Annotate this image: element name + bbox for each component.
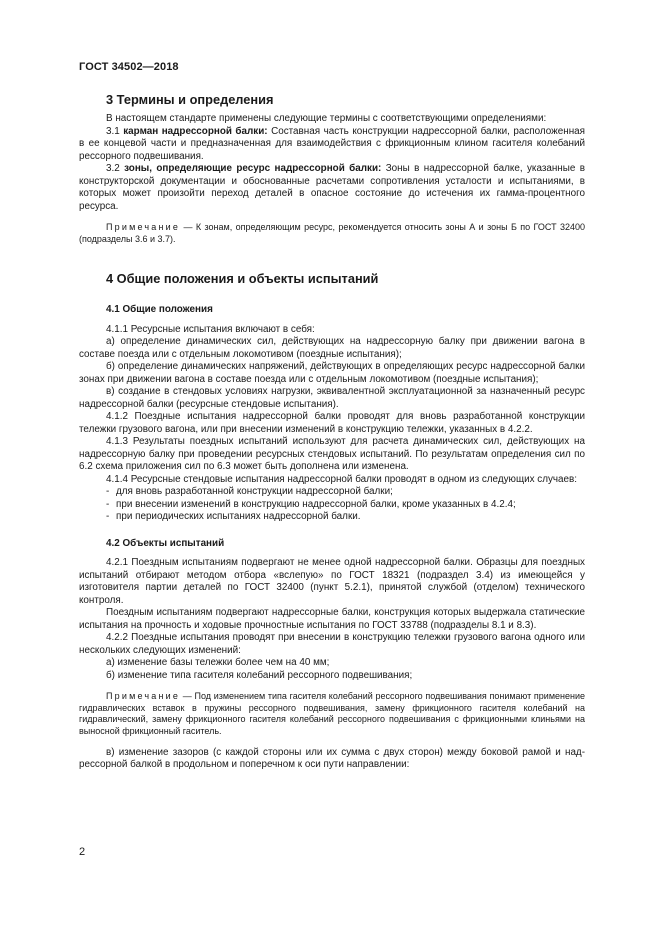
note-section-3 — [79, 222, 585, 245]
para-4-1-1-c: в) создание в стендовых условиях нагрузки, эквивалентной эксплуатационной за назначенный ресурс надрессорной балки (ресурсные стендовые испытания). — [79, 386, 585, 410]
para-4-1-4: 4.1.4 Ресурсные стендовые испытания надрессорной балки проводят в одном из следующих случаев: — [106, 473, 578, 485]
document-body — [79, 92, 585, 772]
list-dash: - — [106, 498, 110, 510]
para-4-1-2: 4.1.2 Поездные испытания надрессорной балки проводят для вновь разработанной конструкции тележки грузового вагона, или при внесении изменений в конструкцию тележки, указанных в 4.2.2. — [79, 411, 585, 435]
section-3-intro: В настоящем стандарте применены следующие термины с соответствующими определениями: — [106, 113, 547, 124]
para-4-2-2-a: а) изменение базы тележки более чем на 40 мм; — [106, 657, 330, 669]
para-4-2-1-b: Поездным испытаниям подвергают надрессорные балки, конструкция которых выдержала статические испытания на прочность и ходовые прочностные испытания по ГОСТ 33788 (подразделы 8.1 и 8.3). — [79, 607, 585, 631]
term-3-1-term: карман надрессорной балки: — [123, 125, 268, 137]
para-4-1-3: 4.1.3 Результаты поездных испытаний используют для расчета динамических сил, действующих на надрессорную балку при проведении ресурсных стендовых испытаний. По результатам определения сил по 6.2 схема приложения сил по 6.3 может быть дополнена или изменена. — [79, 436, 585, 473]
page-number: 2 — [79, 846, 86, 858]
note-label: Примечание — [106, 691, 181, 702]
note-text: — К зонам, определяющим ресурс, рекомендуется относить зоны А и зоны Б по ГОСТ 32400 (подразделы 3.6 и 3.7). — [79, 222, 585, 244]
note-text: — Под изменением типа гасителя колебаний рессорного подвешивания понимают применение гидравлических вставок в пружины рессорного подвешивания, замену фрикционного гасителя колебаний на гидравлический, замену фрикционного гасителя колебаний рессорного подвешивания с фрикционными клиньями на выносной фрикционный гаситель. — [79, 691, 585, 736]
note-section-4-2-2 — [79, 691, 585, 737]
para-4-2-2-c: в) изменение зазоров (с каждой стороны или их сумма с двух сторон) между боковой рамой и надрессорной балкой в продольном и поперечном к оси пути направлении: — [79, 746, 585, 771]
term-3-2-definition: Зоны в надрессорной балке, указанные в конструкторской документации и обоснованные расчетами сопротивления усталости и испытаниями, в которых может произойти переход деталей в опасное состояние до истечения их гамма-процентного ресурса. — [79, 163, 585, 212]
term-3-2-term: зоны, определяющие ресурс надрессорной балки: — [124, 163, 382, 174]
term-3-1 — [79, 126, 585, 164]
para-4-1-1-b: б) определение динамических напряжений, действующих в определяющих ресурс надрессорной балки зонах при движении вагона в составе поезда или с отдельным локомотивом (поездные испытания); — [79, 361, 585, 385]
subsection-4-2-title: 4.2 Объекты испытаний — [106, 537, 225, 549]
para-4-2-2: 4.2.2 Поездные испытания проводят при внесении в конструкцию тележки грузового вагона одного или нескольких следующих изменений: — [79, 632, 585, 656]
term-3-1-definition: Составная часть конструкции надрессорной балки, расположенная в ее концевой части и предназначенная для взаимодействия с фрикционным клином гасителя колебаний рессорного подвешивания. — [79, 125, 585, 162]
list-item — [79, 486, 585, 499]
list-item-text: для вновь разработанной конструкции надрессорной балки; — [116, 486, 393, 498]
para-4-1-1-a: а) определение динамических сил, действующих на надрессорную балку при движении вагона в составе поезда или с отдельным локомотивом (поездные испытания); — [79, 336, 585, 360]
note-label: Примечание — [106, 222, 181, 232]
list-item-text: при внесении изменений в конструкцию надрессорной балки, кроме указанных в 4.2.4; — [116, 498, 516, 510]
list-item — [79, 499, 585, 512]
term-3-2 — [79, 163, 585, 213]
list-item-text: при периодических испытаниях надрессорной балки. — [116, 511, 361, 523]
list-item — [79, 511, 585, 524]
term-3-1-number: 3.1 — [106, 125, 124, 137]
term-3-2-number: 3.2 — [106, 163, 125, 174]
para-4-2-2-b: б) изменение типа гасителя колебаний рессорного подвешивания; — [106, 669, 413, 681]
para-4-2-1: 4.2.1 Поездным испытаниям подвергают не менее одной надрессорной балки. Образцы для поездных испытаний отбирают методом отбора «вслепую» по ГОСТ 18321 (подраздел 3.4) из имеющейся у изготовителя партии деталей по ГОСТ 32400 (пункт 5.2.1), принятой службой (отделом) технического контроля. — [79, 557, 585, 606]
document-header: ГОСТ 34502—2018 — [79, 61, 179, 73]
section-4-title: 4 Общие положения и объекты испытаний — [106, 271, 379, 287]
section-3-title: 3 Термины и определения — [106, 92, 274, 107]
para-4-1-1: 4.1.1 Ресурсные испытания включают в себя: — [106, 323, 315, 335]
list-dash: - — [106, 486, 110, 498]
subsection-4-1-title: 4.1 Общие положения — [106, 304, 213, 316]
list-dash: - — [106, 511, 110, 523]
